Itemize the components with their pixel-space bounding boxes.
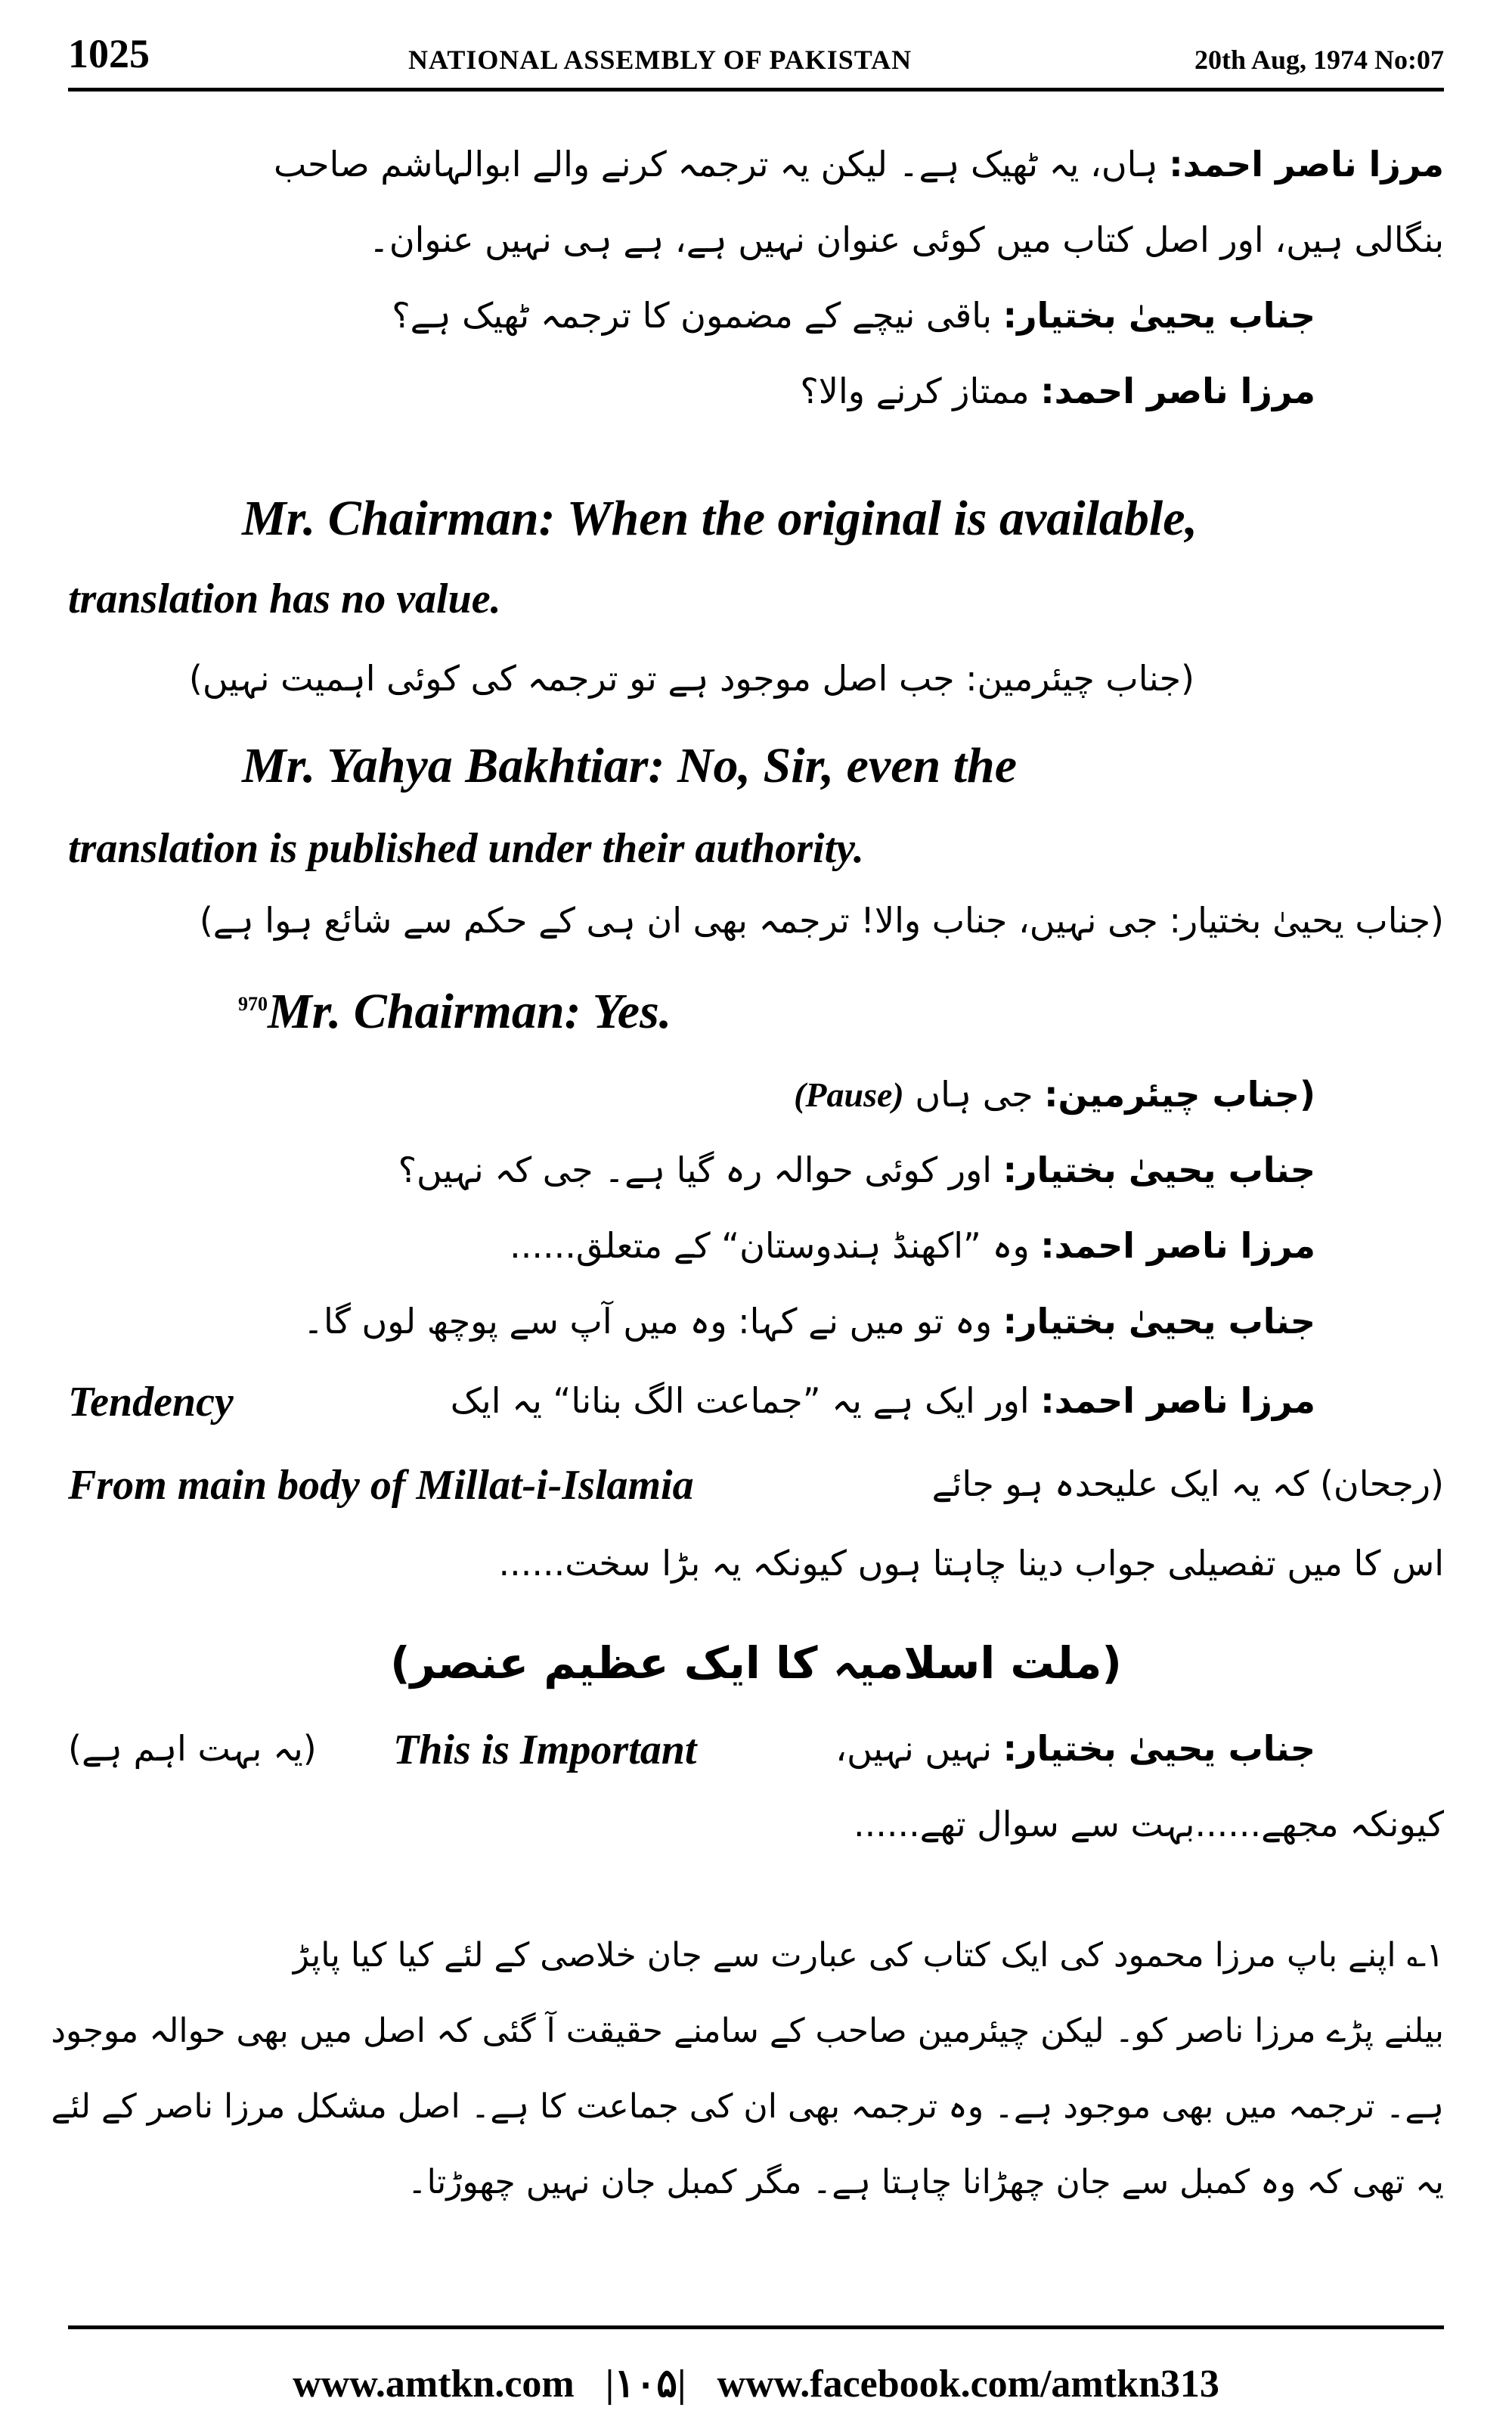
speaker-mirza-nasir: مرزا ناصر احمد:	[1040, 1380, 1315, 1421]
chairman-yes-text: Mr. Chairman: Yes.	[268, 984, 672, 1039]
header-date-number: 20th Aug, 1974 No:07	[1194, 45, 1444, 75]
line-13: اس کا میں تفصیلی جواب دینا چاہتا ہوں کیونکہ یہ بڑا سخت......	[498, 1543, 1444, 1584]
line-2: بنگالی ہیں، اور اصل کتاب میں کوئی عنوان نہیں ہے، ہے ہی نہیں عنوان۔	[368, 219, 1444, 260]
footnote-line-4: یہ تھی کہ وہ کمبل سے جان چھڑانا چاہتا ہے۔ مگر کمبل جان نہیں چھوڑتا۔	[407, 2163, 1444, 2201]
english-important: This is Important	[393, 1727, 697, 1773]
english-chairman-1-cont: translation has no value.	[68, 576, 501, 622]
page-ref-970: 970	[238, 993, 268, 1015]
english-chairman-1: Mr. Chairman: When the original is available,	[242, 491, 1198, 546]
line-chairman-pause	[794, 1074, 1315, 1115]
section-heading: (ملت اسلامیہ کا ایک عظیم عنصر)	[390, 1637, 1122, 1689]
urdu-bakhtiar-translation: (جناب یحییٰ بختیار: جی نہیں، جناب والا! ترجمہ بھی ان ہی کے حکم سے شائع ہوا ہے)	[199, 900, 1444, 941]
footer-website-link[interactable]: www.amtkn.com	[293, 2363, 575, 2406]
footer-page-number: |۱۰۵|	[605, 2363, 686, 2406]
page-footer	[68, 2361, 1444, 2406]
footer-rule	[68, 2325, 1444, 2329]
line-8-text: اور کوئی حوالہ رہ گیا ہے۔ جی کہ نہیں؟	[398, 1150, 993, 1190]
line-1-text: ہاں، یہ ٹھیک ہے۔ لیکن یہ ترجمہ کرنے والے ابوالہاشم صاحب	[273, 144, 1158, 185]
footnote-line-1-text: اپنے باپ مرزا محمود کی ایک کتاب کی عبارت سے جان خلاصی کے لئے کیا کیا پاپڑ	[293, 1936, 1396, 1975]
line-12-urdu: (رجحان) کہ یہ ایک علیحدہ ہو جائے	[931, 1463, 1444, 1504]
footer-facebook-link[interactable]: www.facebook.com/amtkn313	[717, 2363, 1219, 2406]
urdu-chairman-translation: (جناب چیئرمین: جب اصل موجود ہے تو ترجمہ کی کوئی اہمیت نہیں)	[188, 658, 1194, 699]
footnote-line-2: بیلنے پڑے مرزا ناصر کو۔ لیکن چیئرمین صاحب کے سامنے حقیقت آ گئی کہ اصل میں بھی حوالہ موجود	[51, 2012, 1444, 2050]
footnote-line-3: ہے۔ ترجمہ میں بھی موجود ہے۔ وہ ترجمہ بھی ان کی جماعت کا ہے۔ اصل مشکل مرزا ناصر کے لئے	[51, 2087, 1444, 2126]
english-chairman-yes	[238, 983, 671, 1041]
line-1	[274, 144, 1444, 185]
pause-en: (Pause)	[794, 1075, 904, 1114]
speaker-yahya-bakhtiar: جناب یحییٰ بختیار:	[1002, 295, 1315, 336]
line-3-text: باقی نیچے کے مضمون کا ترجمہ ٹھیک ہے؟	[392, 295, 993, 336]
line-4	[800, 371, 1315, 411]
speaker-yahya-bakhtiar: جناب یحییٰ بختیار:	[1002, 1150, 1315, 1190]
line-9	[510, 1225, 1315, 1266]
english-main-body: From main body of Millat-i-Islamia	[68, 1462, 694, 1509]
page-header	[68, 30, 1444, 83]
speaker-mirza-nasir: مرزا ناصر احمد:	[1040, 1225, 1315, 1266]
english-bakhtiar: Mr. Yahya Bakhtiar: No, Sir, even the	[242, 738, 1018, 793]
line-14-text: نہیں نہیں،	[835, 1728, 993, 1769]
line-10	[303, 1301, 1315, 1342]
footnote-marker: ۱؎	[1406, 1936, 1444, 1975]
chairman-pause-text: جی ہاں	[915, 1074, 1033, 1115]
line-8	[398, 1150, 1315, 1190]
line-9-text: وہ ”اکھنڈ ہندوستان“ کے متعلق......	[510, 1225, 1030, 1266]
header-rule	[68, 88, 1444, 92]
speaker-mirza-nasir: مرزا ناصر احمد:	[1040, 371, 1315, 411]
line-11	[451, 1380, 1315, 1421]
english-tendency: Tendency	[68, 1379, 234, 1426]
speaker-yahya-bakhtiar: جناب یحییٰ بختیار:	[1002, 1728, 1315, 1769]
line-15: کیونکہ مجھے......بہت سے سوال تھے......	[853, 1804, 1444, 1844]
speaker-yahya-bakhtiar: جناب یحییٰ بختیار:	[1002, 1301, 1315, 1342]
footnote-line-1	[293, 1936, 1444, 1975]
line-10-text: وہ تو میں نے کہا: وہ میں آپ سے پوچھ لوں گا۔	[303, 1301, 993, 1342]
header-title: NATIONAL ASSEMBLY OF PAKISTAN	[408, 45, 912, 75]
line-14-tail: (یہ بہت اہم ہے)	[68, 1728, 317, 1769]
english-bakhtiar-cont: translation is published under their authority.	[68, 825, 864, 872]
line-4-text: ممتاز کرنے والا؟	[800, 371, 1030, 411]
line-3	[392, 295, 1315, 336]
line-14	[835, 1728, 1315, 1769]
page-number: 1025	[68, 31, 150, 76]
speaker-chairman: (جناب چیئرمین:	[1044, 1074, 1315, 1115]
line-11-text: اور ایک ہے یہ ”جماعت الگ بنانا“ یہ ایک	[450, 1380, 1030, 1421]
speaker-mirza-nasir: مرزا ناصر احمد:	[1169, 144, 1444, 185]
